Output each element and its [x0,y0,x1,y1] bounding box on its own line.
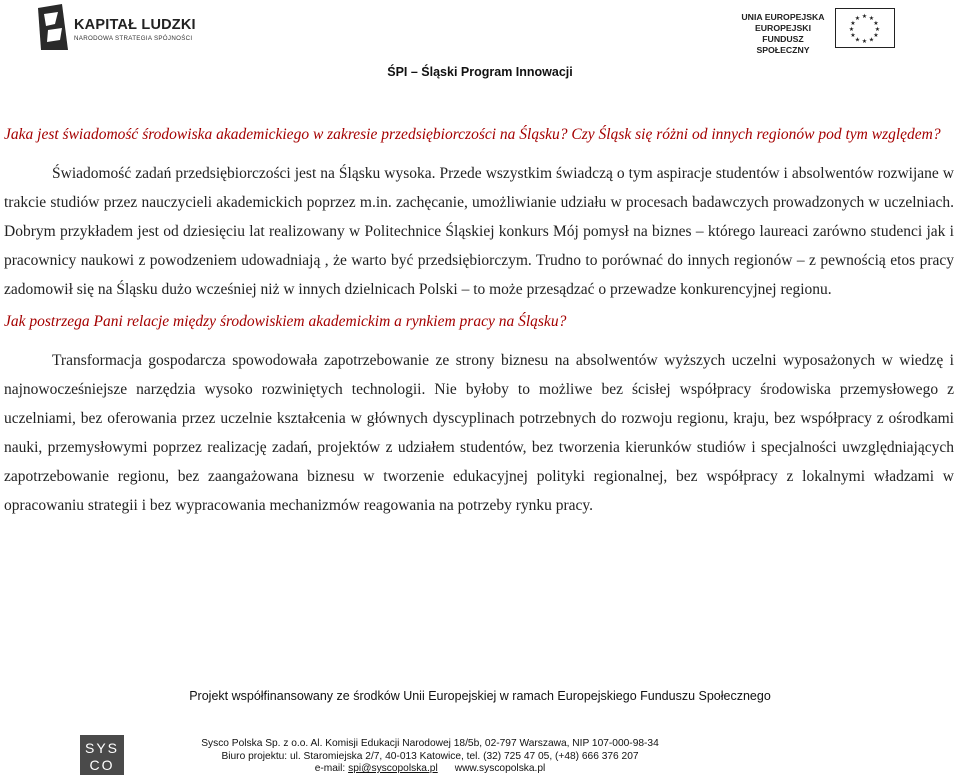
kapital-ludzki-emblem-icon [38,4,68,50]
answer-1: Świadomość zadań przedsiębiorczości jest na Śląsku wysoka. Przede wszystkim świadczą o tym aspiracje studentów i absolwentów rozwijane w trakcie studiów przez nauczycieli akademickich poprzez m.in. zachęcanie, umożliwianie udziału w procesach badawczych prowadzonych w uczelniach. Dobrym przykładem jest od dziesięciu lat realizowany w Politechnice Śląskiej konkurs Mój pomysł na biznes – którego laureaci zarówno studenci jak i pracownicy naukowi z powodzeniem udowadniają , że warto być przedsiębiorczym. Trudno to porównać do innych regionów – z pewnością etos pracy zadomowił się na Śląsku dużo wcześniej niż w innych dzielnicach Polski – to może przesądzać o przewadze konkurencyjnej regionu. [4,165,954,298]
document-body [4,120,954,520]
svg-text:★: ★ [868,36,875,44]
funding-note: Projekt współfinansowany ze środków Unii Europejskiej w ramach Europejskiego Funduszu Społecznego [189,689,771,703]
svg-text:★: ★ [874,26,881,33]
answer-2: Transformacja gospodarcza spowodowała zapotrzebowanie ze strony biznesu na absolwentów wyższych uczelni wyposażonych w wiedzę i najnowocześniejsze narzędzia wysoko rozwiniętych technologii. Nie byłoby to możliwe bez ścisłej współpracy środowiska przemysłowego z uczelniami, bez oferowania przez uczelnie kształcenia w głównych dyscyplinach potrzebnych do rozwoju regionu, kraju, bez współpracy z ośrodkami nauki, przemysłowymi poprzez realizację zadań, projektów z udziałem studentów, bez tworzenia kierunków studiów i specjalności uwzględniających zapotrzebowanie regionu, bez zaangażowana biznesu w tworzenie edukacyjnej polityki regionalnej, bez współpracy z lokalnymi władzami w opracowaniu strategii i bez wypracowania mechanizmów reagowania na potrzeby rynku pracy. [4,352,954,514]
footer-contact-line [160,763,700,776]
eu-efs-logo [738,8,934,55]
svg-text:★: ★ [861,38,868,45]
email-label: e-mail: [314,763,346,774]
svg-text:★: ★ [873,20,879,27]
svg-text:★: ★ [850,20,856,27]
kapital-ludzki-subtitle: NARODOWA STRATEGIA SPÓJNOŚCI [74,35,193,42]
sysco-logo [80,735,124,775]
footer-company-line: Sysco Polska Sp. z o.o. Al. Komisji Edukacji Narodowej 18/5b, 02-797 Warszawa, NIP 107-000-98-34 [201,738,659,749]
svg-text:★: ★ [868,15,875,22]
eu-logo-line-3: FUNDUSZ SPOŁECZNY [756,34,810,55]
eu-flag-icon [835,8,895,48]
svg-text:★: ★ [848,26,855,33]
website-link[interactable]: www.syscopolska.pl [454,763,546,774]
kapital-ludzki-title: KAPITAŁ LUDZKI [74,17,196,33]
eu-logo-text [738,12,828,56]
svg-text:★: ★ [850,32,856,39]
footer-office-line: Biuro projektu: ul. Staromiejska 2/7, 40-013 Katowice, tel. (32) 725 47 05, (+48) 666 376 207 [221,750,639,762]
eu-logo-line-2: EUROPEJSKI [754,23,811,33]
svg-text:★: ★ [873,32,879,39]
program-title: ŚPI – Śląski Program Innowacji [387,65,573,79]
question-2: Jak postrzega Pani relacje między środowiskiem akademickim a rynkiem pracy na Śląsku? [4,313,567,330]
question-1: Jaka jest świadomość środowiska akademickiego w zakresie przedsiębiorczości na Śląsku? Czy Śląsk się różni od innych regionów pod tym względem? [4,126,941,143]
svg-text:★: ★ [854,15,861,22]
sysco-logo-top: SYS [84,740,119,756]
sysco-logo-bottom: CO [89,757,115,773]
kapital-ludzki-logo [38,4,198,54]
svg-text:★: ★ [854,36,861,44]
eu-logo-line-1: UNIA EUROPEJSKA [741,12,825,22]
email-link[interactable]: spi@syscopolska.pl [348,763,438,774]
svg-text:★: ★ [861,13,868,20]
footer-address [160,738,700,776]
